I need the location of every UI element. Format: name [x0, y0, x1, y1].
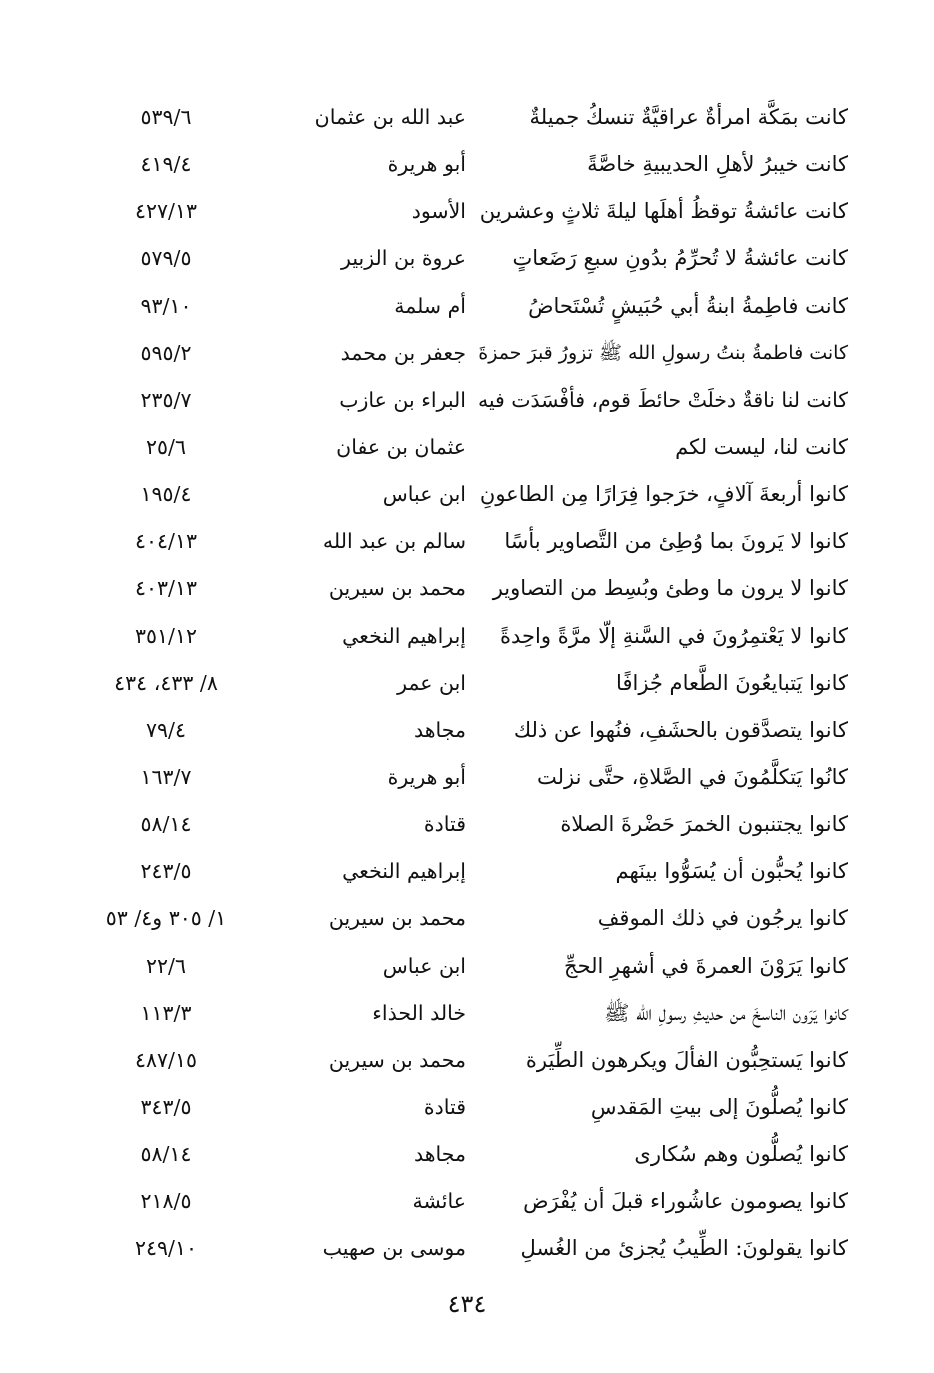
index-row — [0, 1178, 934, 1225]
narrator-name: محمد بن سيرين — [328, 576, 466, 601]
index-row — [0, 660, 934, 707]
index-row — [0, 377, 934, 424]
narrator-name: عائشة — [412, 1189, 466, 1214]
volume-page-reference: ٥٨/١٤ — [140, 1142, 192, 1167]
volume-page-reference: ٨/ ٤٣٣، ٤٣٤ — [114, 670, 218, 695]
volume-page-reference: ٤٨٧/١٥ — [135, 1047, 197, 1072]
narrator-name: قتادة — [423, 1094, 466, 1119]
hadith-text: كانت لنا، ليست لكم — [675, 434, 848, 459]
narrator-name: الأسود — [411, 199, 466, 224]
index-row — [0, 943, 934, 990]
volume-page-reference: ٢٢/٦ — [146, 953, 186, 978]
hadith-text: كانت فاطِمةُ ابنةُ أبي حُبَيشٍ تُسْتَحاضُ — [528, 293, 848, 318]
narrator-name: مجاهد — [413, 717, 466, 742]
index-row — [0, 848, 934, 895]
narrator-name: محمد بن سيرين — [328, 1047, 466, 1072]
narrator-name: محمد بن سيرين — [328, 906, 466, 931]
narrator-name: مجاهد — [413, 1142, 466, 1167]
volume-page-reference: ٤٠٣/١٣ — [135, 576, 197, 601]
volume-page-reference: ٢١٨/٥ — [140, 1189, 192, 1214]
index-row — [0, 283, 934, 330]
narrator-name: أبو هريرة — [387, 764, 466, 789]
narrator-name: عثمان بن عفان — [336, 434, 466, 459]
hadith-text: كانوا يقولونَ: الطِّيبُ يُجزئ من الغُسلِ — [520, 1236, 848, 1261]
volume-page-reference: ٢٣٥/٧ — [140, 387, 192, 412]
hadith-text: كانوا يرجُون في ذلك الموقفِ — [597, 906, 848, 931]
narrator-name: أبو هريرة — [387, 152, 466, 177]
narrator-name: موسى بن صهيب — [322, 1236, 466, 1261]
volume-page-reference: ٤٢٧/١٣ — [135, 199, 197, 224]
volume-page-reference: ٥٣٩/٦ — [140, 105, 192, 129]
index-row — [0, 754, 934, 801]
index-row — [0, 235, 934, 282]
volume-page-reference: ٣٤٣/٥ — [140, 1094, 192, 1119]
hadith-text: كانوا يُحبُّون أن يُسَوُّوا بينَهم — [615, 859, 848, 884]
hadith-text: كانت عائشةُ لا تُحرِّمُ بدُونِ سبعِ رَضَعاتٍ — [512, 246, 848, 271]
hadith-text: كانت لنا ناقةٌ دخلَتْ حائطَ قوم، فأفْسَدَت فيه — [478, 387, 848, 412]
volume-page-reference: ١/ ٣٠٥ و٤/ ٥٣ — [105, 906, 227, 931]
index-row — [0, 330, 934, 377]
narrator-name: أم سلمة — [394, 293, 466, 318]
volume-page-reference: ٣٥١/١٢ — [135, 623, 197, 648]
index-row — [0, 990, 934, 1037]
volume-page-reference: ٢٤٩/١٠ — [135, 1236, 197, 1261]
volume-page-reference: ١٦٣/٧ — [140, 764, 192, 789]
index-row — [0, 424, 934, 471]
narrator-name: البراء بن عازب — [339, 387, 466, 412]
volume-page-reference: ٥٩٥/٢ — [140, 340, 192, 365]
hadith-text: كانوا يتصدَّقون بالحشَفِ، فنُهوا عن ذلك — [513, 717, 848, 742]
hadith-text: كانوا يجتنبون الخمرَ حَضْرةَ الصلاة — [560, 812, 848, 837]
hadith-text: كانوا يَتبايعُونَ الطَّعام جُزافًا — [616, 670, 848, 695]
narrator-name: عبد الله بن عثمان — [314, 105, 466, 129]
hadith-text: كانت بمَكَّة امرأةٌ عراقيَّةٌ تنسكُ جميلةٌ — [529, 105, 848, 129]
index-row — [0, 141, 934, 188]
volume-page-reference: ٢٥/٦ — [146, 434, 186, 459]
hadith-text: كانوا يُصلُّون وهم سُكارى — [634, 1142, 848, 1167]
index-row — [0, 613, 934, 660]
volume-page-reference: ١١٣/٣ — [140, 1000, 192, 1025]
hadith-text: كانت خيبرُ لأهلِ الحديبيةِ خاصَّةً — [587, 152, 848, 177]
volume-page-reference: ٩٣/١٠ — [140, 293, 192, 318]
index-row — [0, 518, 934, 565]
hadith-text: كانوا يُصلُّونَ إلى بيتِ المَقدسِ — [590, 1094, 848, 1119]
index-row — [0, 895, 934, 942]
hadith-text: كانُوا يَتكلَّمُونَ في الصَّلاةِ، حتَّى نزلت — [536, 764, 848, 789]
hadith-text: كانوا أربعةَ آلافٍ، خرَجوا فِرَارًا مِن الطاعونِ — [479, 482, 848, 507]
volume-page-reference: ٥٧٩/٥ — [140, 246, 192, 271]
hadith-index-table — [0, 94, 934, 1273]
volume-page-reference: ٤١٩/٤ — [140, 152, 192, 177]
index-row — [0, 188, 934, 235]
narrator-name: قتادة — [423, 812, 466, 837]
narrator-name: سالم بن عبد الله — [322, 529, 466, 554]
index-row — [0, 471, 934, 518]
hadith-text: كانوا يَرَوْنَ العمرةَ في أشهرِ الحجِّ — [564, 953, 848, 978]
volume-page-reference: ٤٠٤/١٣ — [135, 529, 197, 554]
volume-page-reference: ٥٨/١٤ — [140, 812, 192, 837]
hadith-text: كانت عائشةُ توقظُ أهلَها ليلةَ ثلاثٍ وعشرين — [479, 199, 848, 224]
hadith-text: كانوا لا يَرونَ بما وُطِئ من التَّصاوير بأسًا — [504, 529, 848, 554]
index-row — [0, 1037, 934, 1084]
volume-page-reference: ٧٩/٤ — [146, 717, 186, 742]
index-row — [0, 565, 934, 612]
index-row — [0, 1084, 934, 1131]
narrator-name: عروة بن الزبير — [341, 246, 466, 271]
volume-page-reference: ١٩٥/٤ — [140, 482, 192, 507]
hadith-text: كانت فاطمةُ بنتُ رسولِ الله ﷺ تزورُ قبرَ حمزةَ — [478, 341, 848, 364]
volume-page-reference: ٢٤٣/٥ — [140, 859, 192, 884]
index-row — [0, 1225, 934, 1272]
narrator-name: خالد الحذاء — [372, 1000, 466, 1025]
narrator-name: إبراهيم النخعي — [342, 623, 466, 648]
index-row — [0, 707, 934, 754]
narrator-name: إبراهيم النخعي — [342, 859, 466, 884]
narrator-name: ابن عمر — [397, 670, 466, 695]
page-number: ٤٣٤ — [447, 1290, 487, 1318]
hadith-text: كانوا يَستحِبُّون الفألَ ويكرهون الطِّيَرة — [525, 1047, 848, 1072]
index-row — [0, 1131, 934, 1178]
narrator-name: جعفر بن محمد — [340, 340, 466, 365]
hadith-text: كانوا لا يرون ما وطئ وبُسِط من التصاوير — [492, 576, 848, 601]
hadith-text: كانوا لا يَعْتمِرُونَ في السَّنةِ إلّا مرَّةً واحِدةً — [500, 623, 848, 648]
narrator-name: ابن عباس — [382, 953, 466, 978]
index-row — [0, 801, 934, 848]
narrator-name: ابن عباس — [382, 482, 466, 507]
index-row — [0, 94, 934, 141]
hadith-text: كانوا يصومون عاشُوراء قبلَ أن يُفْرَض — [523, 1189, 848, 1214]
hadith-text: كانوا يَرَون الناسخَ من حديثِ رسولِ الله ﷺ — [604, 1000, 848, 1025]
